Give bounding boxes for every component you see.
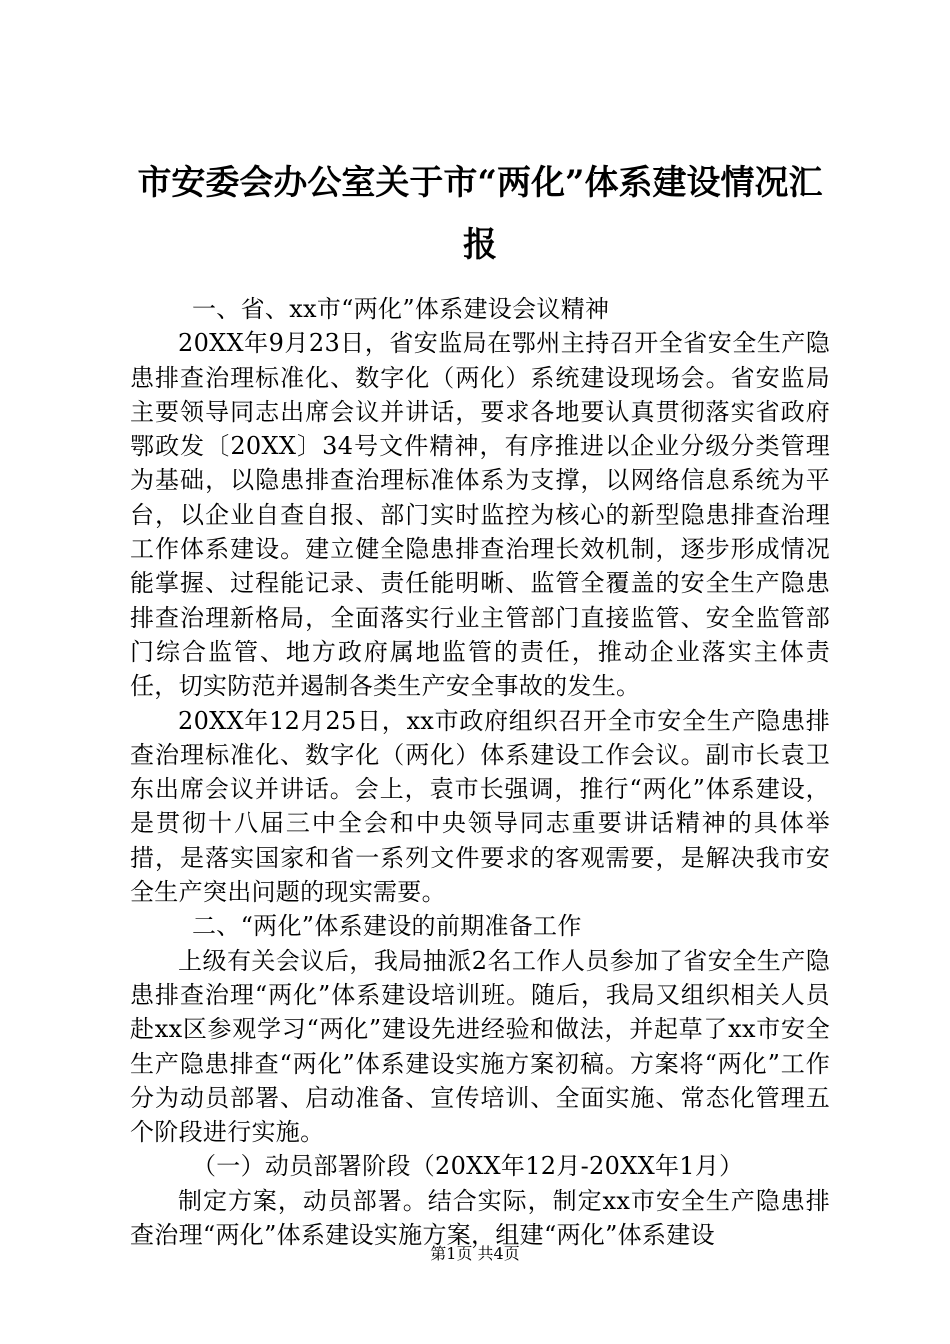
paragraph: 制定方案，动员部署。结合实际，制定xx市安全生产隐患排查治理“两化”体系建设实施方案，组建“两化”体系建设 [130, 1186, 830, 1250]
section-heading: 二、“两化”体系建设的前期准备工作 [192, 912, 582, 941]
page-footer: 第1页 共4页 [430, 1244, 520, 1263]
paragraph: 上级有关会议后，我局抽派2名工作人员参加了省安全生产隐患排查治理“两化”体系建设培训班。随后，我局又组织相关人员赴xx区参观学习“两化”建设先进经验和做法，并起草了xx市安全生产隐患排查“两化”体系建设实施方案初稿。方案将“两化”工作分为动员部署、启动准备、宣传培训、全面实施、常态化管理五个阶段进行实施。 [130, 946, 830, 1147]
document-page [130, 0, 830, 1344]
subsection-heading: （一）动员部署阶段（20XX年12月-20XX年1月） [192, 1152, 744, 1181]
document-title: 市安委会办公室关于市“两化”体系建设情况汇报 [137, 163, 823, 265]
document-body [130, 292, 830, 1252]
paragraph: 20XX年9月23日，省安监局在鄂州主持召开全省安全生产隐患排查治理标准化、数字化（两化）系统建设现场会。省安监局主要领导同志出席会议并讲话，要求各地要认真贯彻落实省政府鄂政发〔20XX〕34号文件精神，有序推进以企业分级分类管理为基础，以隐患排查治理标准体系为支撑，以网络信息系统为平台，以企业自查自报、部门实时监控为核心的新型隐患排查治理工作体系建设。建立健全隐患排查治理长效机制，逐步形成情况能掌握、过程能记录、责任能明晰、监管全覆盖的安全生产隐患排查治理新格局，全面落实行业主管部门直接监管、安全监管部门综合监管、地方政府属地监管的责任，推动企业落实主体责任，切实防范并遏制各类生产安全事故的发生。 [130, 329, 830, 701]
paragraph: 20XX年12月25日，xx市政府组织召开全市安全生产隐患排查治理标准化、数字化（两化）体系建设工作会议。副市长袁卫东出席会议并讲话。会上，袁市长强调，推行“两化”体系建设，是贯彻十八届三中全会和中央领导同志重要讲话精神的具体举措，是落实国家和省一系列文件要求的客观需要，是解决我市安全生产突出问题的现实需要。 [130, 706, 830, 907]
section-heading: 一、省、xx市“两化”体系建设会议精神 [192, 295, 610, 323]
